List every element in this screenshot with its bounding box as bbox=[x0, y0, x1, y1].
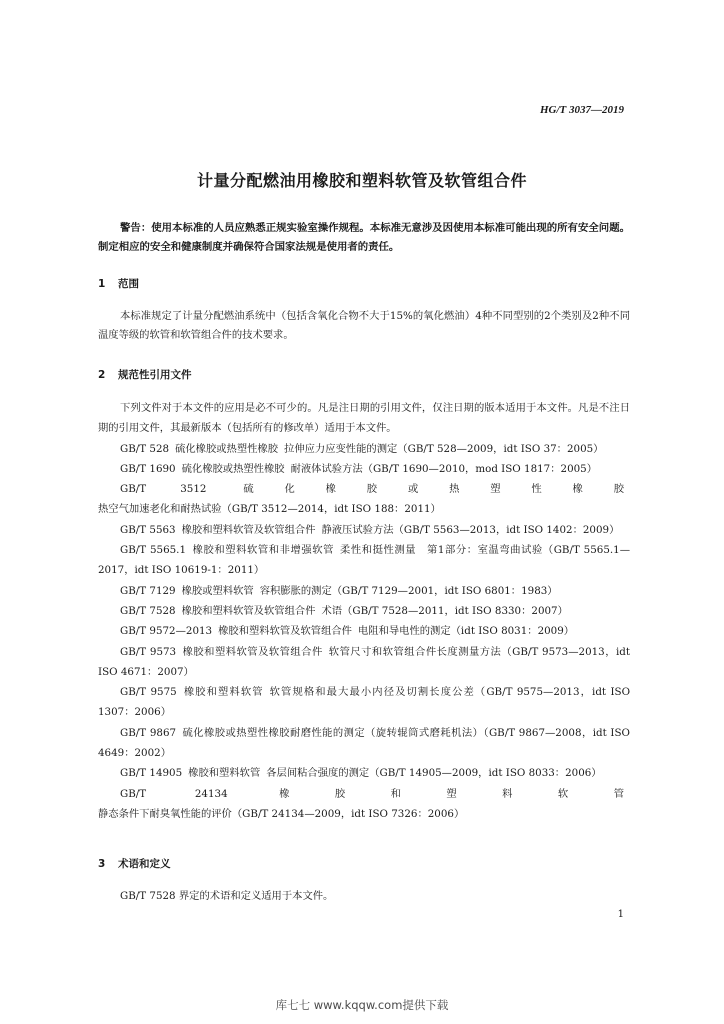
reference-code: GB/T 5565.1 bbox=[120, 544, 187, 557]
scope-paragraph: 本标准规定了计量分配燃油系统中（包括含氧化合物不大于15%的氧化燃油）4种不同型别的2个类别及2种不同温度等级的软管和软管组合件的技术要求。 bbox=[98, 310, 630, 341]
section-title: 规范性引用文件 bbox=[118, 369, 192, 381]
reference-item bbox=[98, 540, 630, 581]
reference-title: 软管规格和最大最小内径及切割长度公差（GB/T 9575—2013，idt ISO 1307：2006） bbox=[98, 686, 631, 719]
reference-title: 耐液体试验方法（GB/T 1690—2010，mod ISO 1817：2005） bbox=[290, 462, 598, 475]
reference-title: 拉伸应力应变性能的测定（GB/T 528—2009，idt ISO 37：2005） bbox=[284, 442, 604, 455]
reference-code: GB/T 9572—2013 bbox=[120, 625, 213, 638]
reference-title: 软管尺寸和软管组合件长度测量方法（GB/T 9573—2013，idt ISO 4671：2007） bbox=[98, 645, 631, 678]
references-intro: 下列文件对于本文件的应用是必不可少的。凡是注日期的引用文件，仅注日期的版本适用于本文件。凡是不注日期的引用文件，其最新版本（包括所有的修改单）适用于本文件。 bbox=[98, 402, 630, 435]
reference-code: GB/T 528 bbox=[120, 442, 170, 455]
download-watermark: 库七七 www.kqqw.com提供下载 bbox=[275, 998, 449, 1012]
reference-item bbox=[98, 784, 630, 825]
section-number: 1 bbox=[98, 278, 106, 290]
reference-code: GB/T 7528 bbox=[120, 604, 176, 617]
reference-code: GB/T 9573 bbox=[120, 645, 177, 658]
page-number: 1 bbox=[617, 909, 624, 920]
reference-title: 热空气加速老化和耐热试验（GB/T 3512—2014，idt ISO 188：2011） bbox=[98, 503, 441, 516]
reference-code: GB/T 24134 bbox=[120, 787, 228, 800]
reference-item bbox=[98, 621, 630, 641]
reference-item bbox=[98, 520, 630, 540]
reference-code: GB/T 7129 bbox=[120, 584, 176, 597]
reference-name: 橡胶和塑料软管及软管组合件 bbox=[218, 625, 352, 638]
reference-item bbox=[98, 439, 630, 459]
section-title: 范围 bbox=[118, 278, 139, 290]
terms-paragraph: GB/T 7528 界定的术语和定义适用于本文件。 bbox=[120, 890, 334, 902]
reference-item bbox=[98, 642, 630, 683]
reference-title: 容积膨胀的测定（GB/T 7129—2001，idt ISO 6801：1983） bbox=[259, 584, 558, 597]
section-number: 3 bbox=[98, 858, 106, 870]
reference-name: 硫化橡胶或热塑性橡胶 bbox=[181, 462, 285, 475]
reference-name: 橡胶和塑料软管及软管组合件 bbox=[182, 645, 323, 658]
reference-name: 橡胶和塑料软管 bbox=[233, 787, 624, 800]
standard-code: HG/T 3037—2019 bbox=[539, 104, 624, 116]
reference-title: 各层间粘合强度的测定（GB/T 14905—2009，idt ISO 8033：2006） bbox=[266, 767, 602, 780]
reference-item bbox=[98, 682, 630, 723]
reference-code: GB/T 5563 bbox=[120, 523, 176, 536]
reference-item bbox=[98, 479, 630, 520]
reference-name: 硫化橡胶或热塑性橡胶 bbox=[212, 483, 625, 496]
document-title: 计量分配燃油用橡胶和塑料软管及软管组合件 bbox=[196, 171, 527, 190]
reference-name: 硫化橡胶或热塑性橡胶 bbox=[175, 442, 279, 455]
section-number: 2 bbox=[98, 369, 106, 381]
safety-warning: 警告：使用本标准的人员应熟悉正规实验室操作规程。本标准无意涉及因使用本标准可能出现的所有安全问题。制定相应的安全和健康制度并确保符合国家法规是使用者的责任。 bbox=[98, 222, 630, 253]
reference-code: GB/T 14905 bbox=[120, 767, 183, 780]
reference-name: 橡胶和塑料软管 bbox=[182, 686, 264, 699]
reference-code: GB/T 1690 bbox=[120, 462, 176, 475]
reference-name: 橡胶和塑料软管 bbox=[188, 767, 261, 780]
section-heading-normative-references bbox=[98, 367, 192, 382]
reference-item bbox=[98, 723, 630, 764]
reference-title: 电阻和导电性的测定（idt ISO 8031：2009） bbox=[357, 625, 575, 638]
reference-item bbox=[98, 763, 630, 783]
reference-item bbox=[98, 581, 630, 601]
reference-name: 橡胶和塑料软管和非增强软管 bbox=[192, 544, 334, 557]
reference-code: GB/T 9867 bbox=[120, 726, 177, 739]
reference-title: 静液压试验方法（GB/T 5563—2013，idt ISO 1402：2009） bbox=[321, 523, 620, 536]
reference-title: 硫化橡胶或热塑性橡胶耐磨性能的测定（旋转辊筒式磨耗机法）（GB/T 9867—2008，idt ISO 4649：2002） bbox=[98, 726, 630, 760]
references-block bbox=[98, 398, 630, 824]
reference-item bbox=[98, 459, 630, 479]
section-title: 术语和定义 bbox=[118, 858, 171, 870]
reference-title: 静态条件下耐臭氧性能的评价（GB/T 24134—2009，idt ISO 7326：2006） bbox=[98, 807, 465, 820]
reference-title: 术语（GB/T 7528—2011，idt ISO 8330：2007） bbox=[321, 604, 568, 617]
reference-code: GB/T 3512 bbox=[120, 483, 207, 496]
section-heading-scope bbox=[98, 276, 139, 291]
section-heading-terms bbox=[98, 856, 171, 871]
reference-name: 橡胶和塑料软管及软管组合件 bbox=[181, 523, 316, 536]
reference-code: GB/T 9575 bbox=[120, 686, 177, 699]
reference-name: 橡胶或塑料软管 bbox=[181, 584, 254, 597]
reference-item bbox=[98, 601, 630, 621]
reference-title: 柔性和挺性测量 第1部分：室温弯曲试验（GB/T 5565.1—2017，idt ISO 10619-1：2011） bbox=[98, 544, 631, 577]
reference-name: 橡胶和塑料软管及软管组合件 bbox=[181, 604, 316, 617]
